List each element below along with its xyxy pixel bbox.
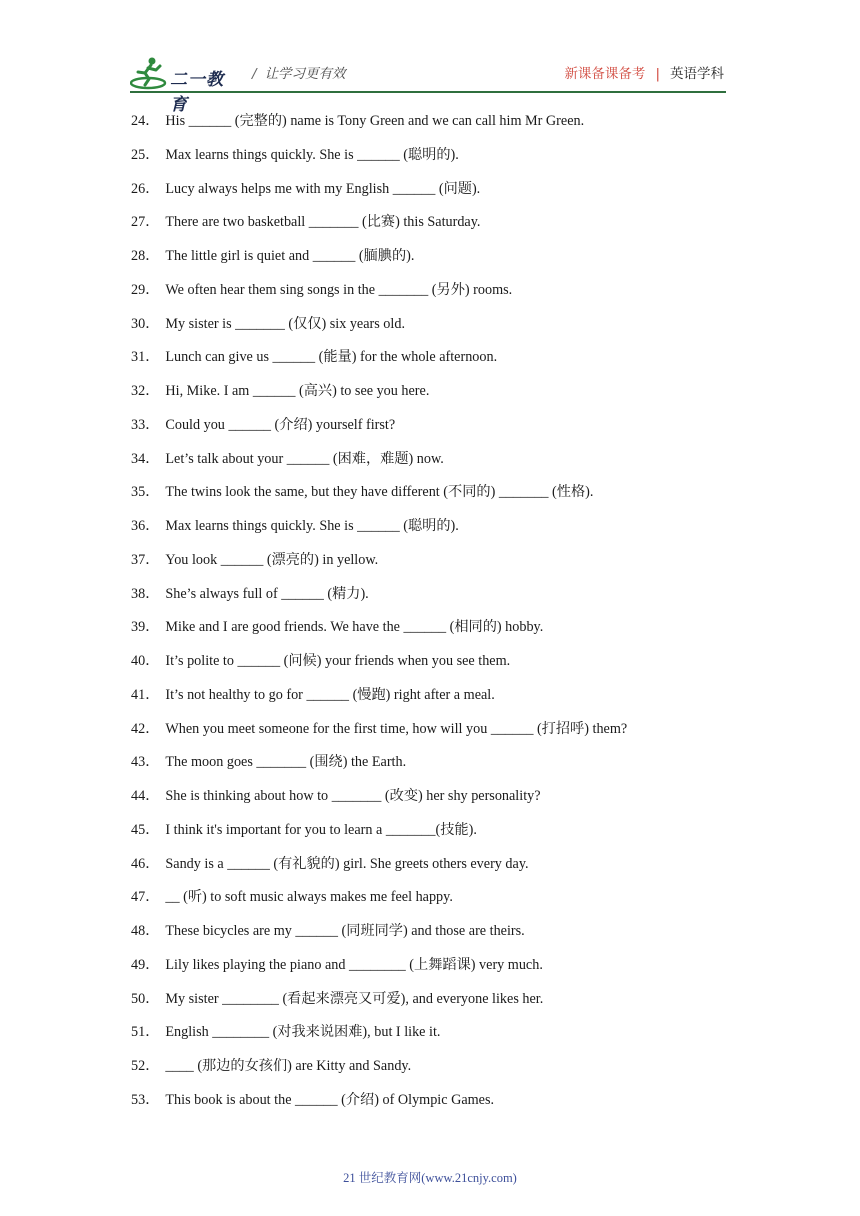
question-number: 45． [131,821,160,838]
question-text: My sister is _______ (仅仅) six years old. [165,315,405,332]
question-text: Could you ______ (介绍) yourself first? [165,416,396,433]
question-item [131,682,751,716]
question-text: It’s polite to ______ (问候) your friends when you see them. [165,653,511,669]
question-text: Sandy is a ______ (有礼貌的) girl. She greets others every day. [165,855,529,872]
question-number: 51． [131,1024,160,1041]
brand-label: 新课备课备考 [564,66,646,82]
question-list [131,108,751,1121]
question-text: The moon goes _______ (围绕) the Earth. [165,754,407,771]
slogan: / 让学习更有效 [252,66,346,82]
question-text: When you meet someone for the first time, how will you ______ (打招呼) them? [165,720,628,737]
question-item [131,817,751,851]
question-number: 28． [131,248,160,264]
question-text: Max learns things quickly. She is ______ (聪明的). [165,518,459,534]
question-number: 40． [131,653,160,669]
question-item [131,108,751,142]
question-item [131,513,751,547]
question-text: The twins look the same, but they have different (不同的) _______ (性格). [165,484,594,501]
question-number: 46． [131,855,160,872]
question-item [131,547,751,581]
question-text: Lunch can give us ______ (能量) for the whole afternoon. [165,349,498,366]
question-number: 44． [131,788,160,804]
question-number: 35． [131,484,160,501]
question-number: 32． [131,383,160,399]
question-text: Mike and I are good friends. We have the ______ (相同的) hobby. [165,619,544,636]
question-number: 26． [131,180,160,197]
page-header [130,52,730,115]
question-number: 25． [131,146,160,163]
site-logo [130,56,240,115]
question-number: 47． [131,889,160,906]
question-number: 24． [131,113,160,129]
question-number: 39． [131,619,160,636]
question-number: 49． [131,956,160,973]
question-item [131,209,751,243]
question-text: There are two basketball _______ (比赛) this Saturday. [165,214,481,231]
footer-text: 21 世纪教育网(www.21cnjy.com) [343,1171,517,1185]
question-number: 38． [131,585,160,602]
question-item [131,277,751,311]
question-item [131,311,751,345]
question-text: My sister ________ (看起来漂亮又可爱), and everyone likes her. [165,990,544,1007]
question-number: 43． [131,754,160,771]
question-item [131,749,751,783]
question-number: 37． [131,551,160,568]
question-item [131,716,751,750]
question-text: Lucy always helps me with my English ______ (问题). [165,180,481,197]
runner-logo-icon [130,56,170,90]
question-item [131,581,751,615]
question-text: ____ (那边的女孩们) are Kitty and Sandy. [165,1058,412,1074]
question-number: 33． [131,416,160,433]
question-item [131,243,751,277]
question-number: 31． [131,349,160,366]
question-item [131,783,751,817]
subject-label: 英语学科 [670,66,724,82]
question-item [131,446,751,480]
question-number: 30． [131,315,160,332]
question-text: We often hear them sing songs in the _______ (另外) rooms. [165,281,513,298]
question-text: She is thinking about how to _______ (改变) her shy personality? [165,788,541,804]
question-text: __ (听) to soft music always makes me feel happy. [165,889,453,906]
question-text: Lily likes playing the piano and ________ (上舞蹈课) very much. [165,956,543,973]
question-item [131,142,751,176]
question-item [131,851,751,885]
question-item [131,1019,751,1053]
question-item [131,986,751,1020]
question-number: 29． [131,281,160,298]
page-footer [0,1168,860,1186]
question-number: 52． [131,1058,160,1074]
question-item [131,648,751,682]
question-item [131,1053,751,1087]
question-number: 41． [131,686,160,703]
logo-text: 二一教育 [170,70,224,115]
question-item [131,918,751,952]
question-text: The little girl is quiet and ______ (腼腆的). [165,248,415,264]
question-item [131,1087,751,1121]
question-item [131,344,751,378]
question-text: You look ______ (漂亮的) in yellow. [165,551,379,568]
question-text: Let’s talk about your ______ (困难，难题) now. [165,450,444,467]
question-item [131,176,751,210]
question-item [131,952,751,986]
question-number: 53． [131,1091,160,1108]
header-divider [130,91,726,93]
question-text: This book is about the ______ (介绍) of Olympic Games. [165,1091,495,1108]
header-tag: 新课备课备考 | 英语学科 [564,66,724,82]
question-text: His ______ (完整的) name is Tony Green and we can call him Mr Green. [165,113,585,129]
question-text: She’s always full of ______ (精力). [165,585,369,602]
question-text: I think it's important for you to learn a _______(技能). [165,821,477,838]
question-text: Max learns things quickly. She is ______ (聪明的). [165,146,459,163]
question-number: 42． [131,720,160,737]
question-item [131,884,751,918]
question-item [131,412,751,446]
question-item [131,378,751,412]
question-text: English ________ (对我来说困难), but I like it. [165,1024,441,1041]
question-text: Hi, Mike. I am ______ (高兴) to see you here. [165,383,430,399]
question-number: 36． [131,518,160,534]
question-number: 34． [131,450,160,467]
question-number: 27． [131,214,160,231]
question-item [131,479,751,513]
question-number: 48． [131,923,160,939]
slogan-text: 让学习更有效 [264,66,346,82]
question-number: 50． [131,990,160,1007]
question-text: These bicycles are my ______ (同班同学) and those are theirs. [165,923,525,939]
question-item [131,614,751,648]
question-text: It’s not healthy to go for ______ (慢跑) right after a meal. [165,686,495,703]
